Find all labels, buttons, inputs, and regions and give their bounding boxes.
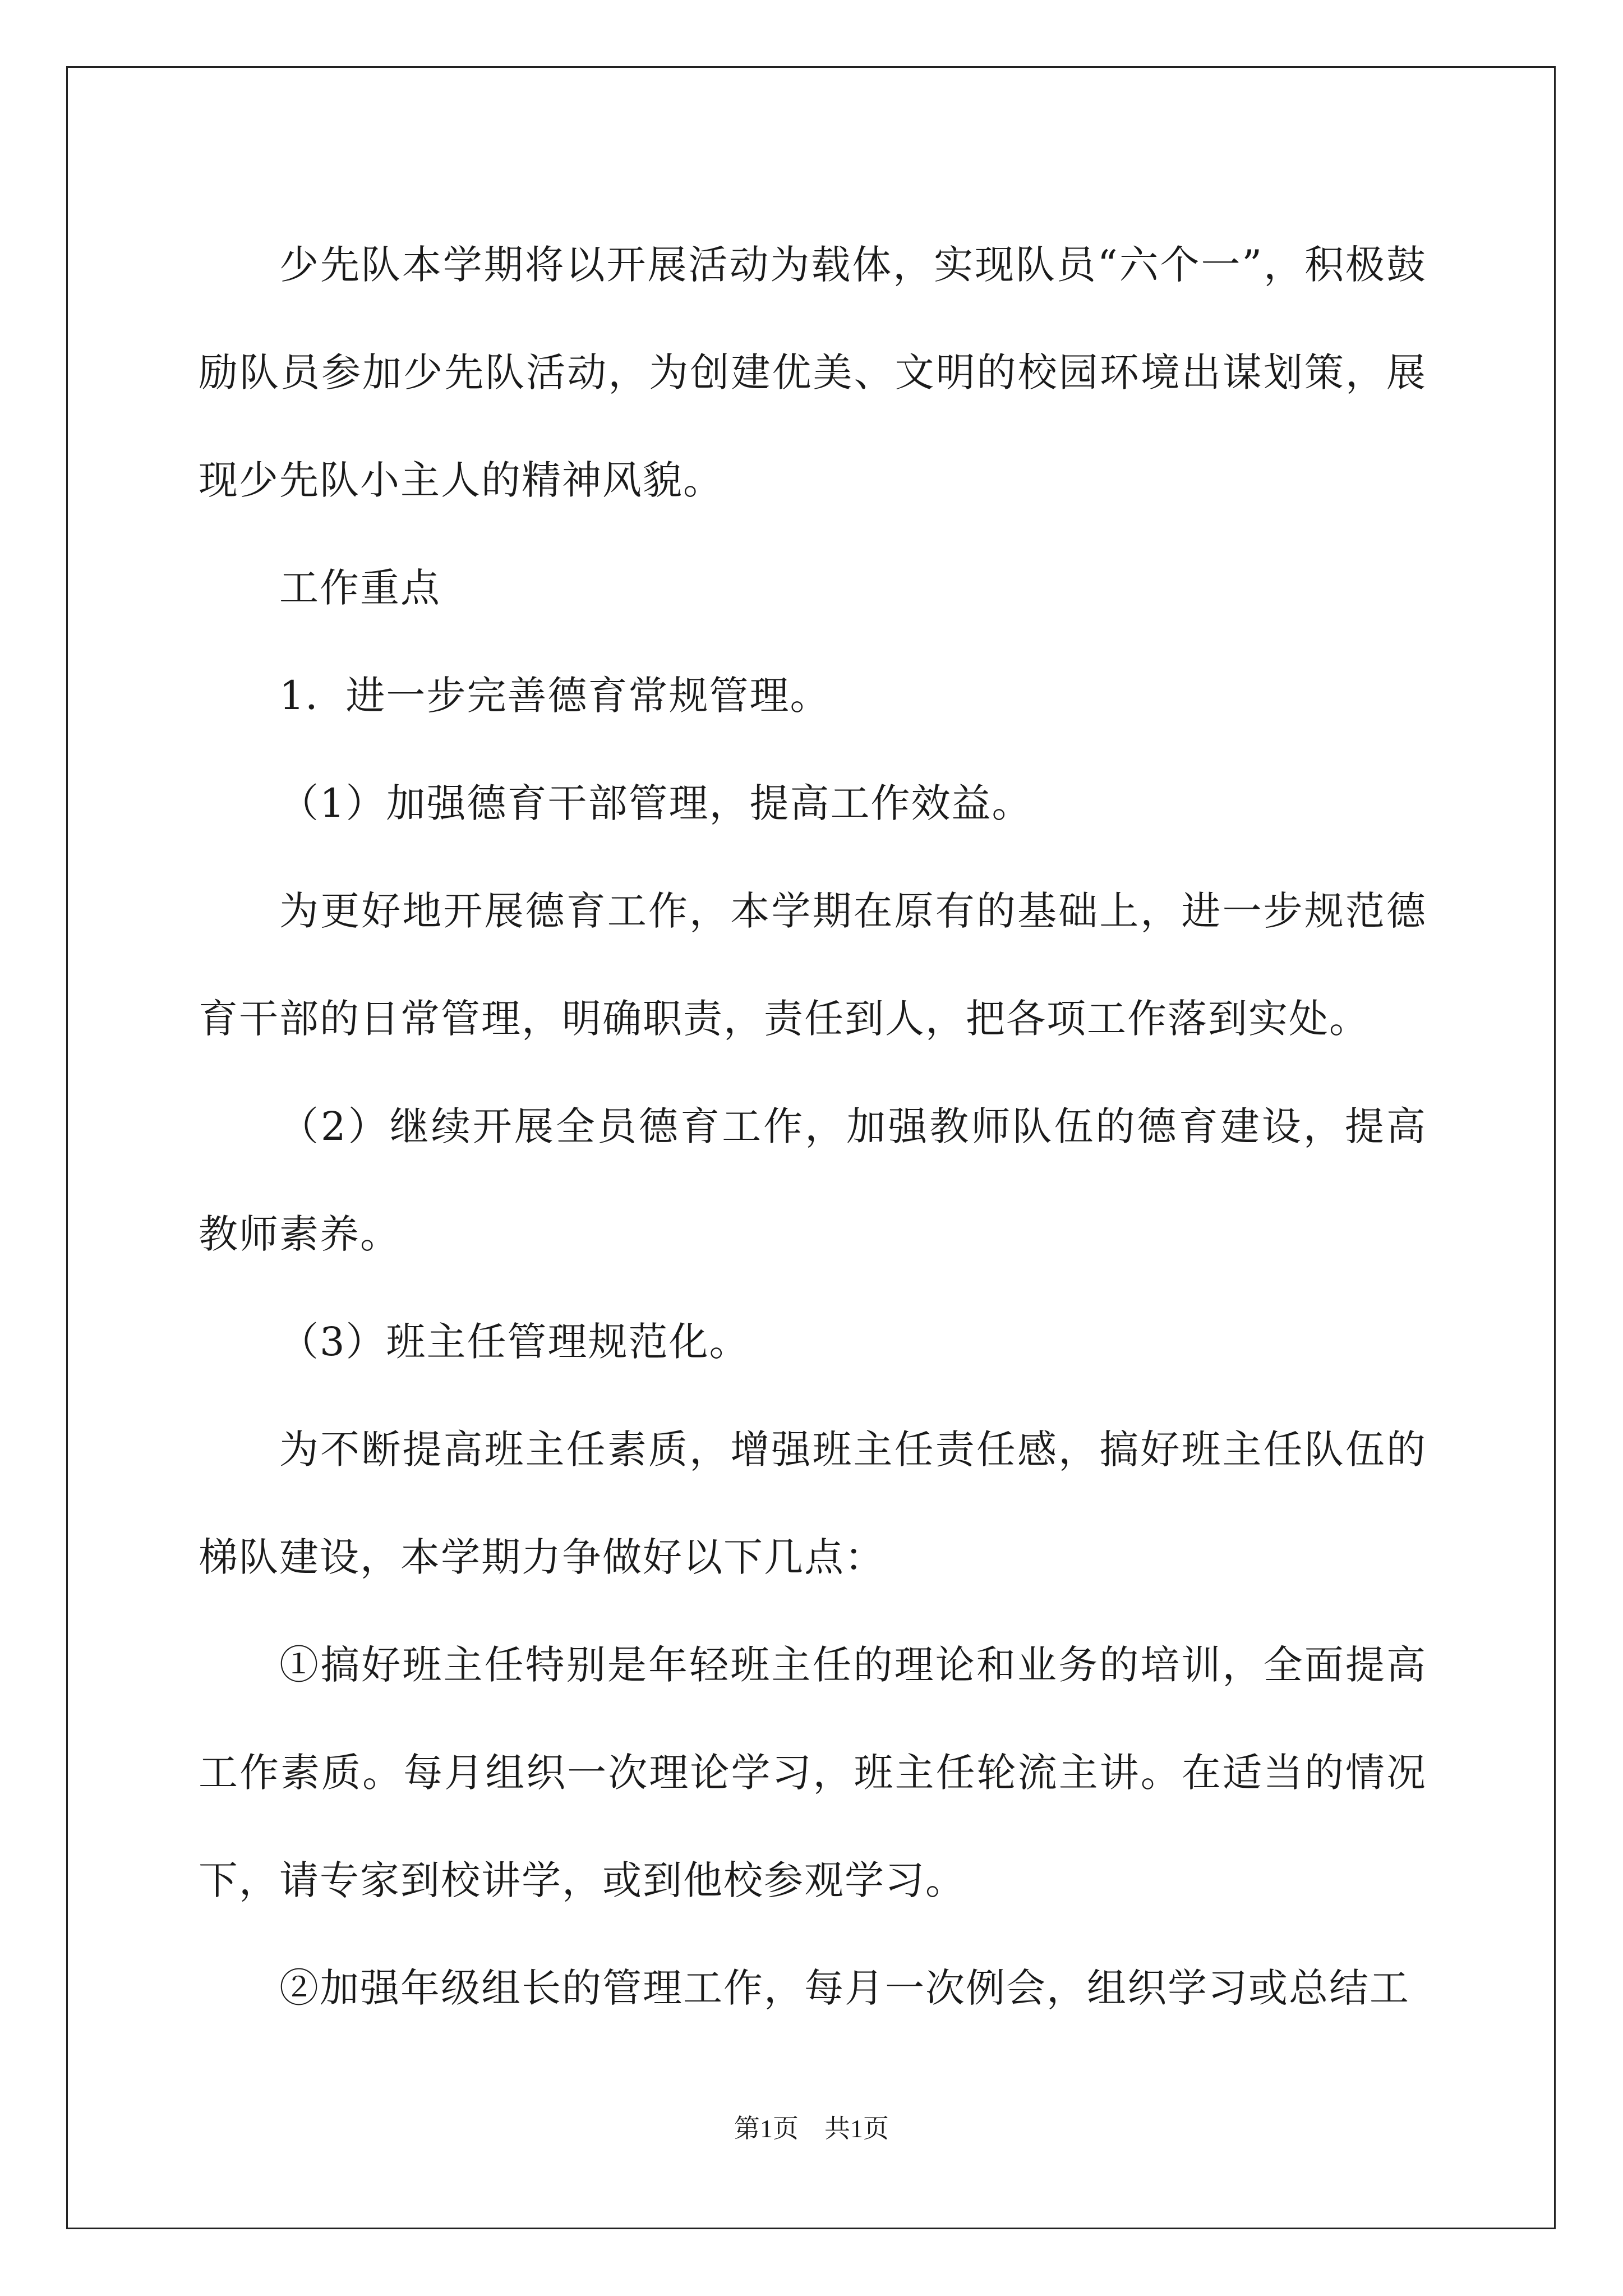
subitem-3-heading: （3）班主任管理规范化。 <box>279 1319 750 1365</box>
page-number: 第1页 <box>734 2114 799 2143</box>
document-body <box>199 211 1427 2042</box>
subitem-2-heading: （2）继续开展全员德育工作，加强教师队伍的德育建设，提高教师素养。 <box>199 1103 1427 1257</box>
subitem-1-body: 为更好地开展德育工作，本学期在原有的基础上，进一步规范德育干部的日常管理，明确职责，责任到人，把各项工作落到实处。 <box>199 888 1427 1042</box>
page-count: 共1页 <box>824 2114 889 2143</box>
subitem-1-heading: （1）加强德育干部管理，提高工作效益。 <box>279 780 1032 826</box>
subitem-3-body: 为不断提高班主任素质，增强班主任责任感，搞好班主任队伍的梯队建设，本学期力争做好以下几点： <box>199 1427 1427 1580</box>
paragraph-intro: 少先队本学期将以开展活动为载体，实现队员“六个一”，积极鼓励队员参加少先队活动，为创建优美、文明的校园环境出谋划策，展现少先队小主人的精神风貌。 <box>199 242 1427 503</box>
page-footer <box>0 2108 1623 2145</box>
section-heading-work-focus: 工作重点 <box>279 565 441 611</box>
point-1-body: ①搞好班主任特别是年轻班主任的理论和业务的培训，全面提高工作素质。每月组织一次理论学习，班主任轮流主讲。在适当的情况下，请专家到校讲学，或到他校参观学习。 <box>199 1642 1427 1903</box>
point-2-body: ②加强年级组长的管理工作，每月一次例会，组织学习或总结工 <box>279 1965 1410 2011</box>
item-1-heading: 1．进一步完善德育常规管理。 <box>279 673 831 719</box>
